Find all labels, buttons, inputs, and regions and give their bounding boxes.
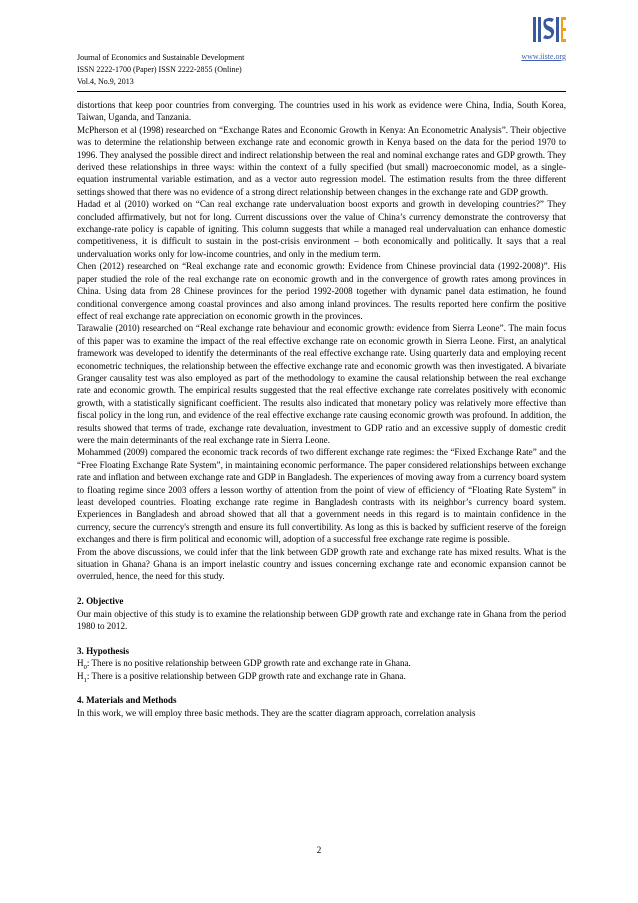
- methods-heading: 4. Materials and Methods: [77, 695, 177, 706]
- iiste-logo: [532, 15, 566, 44]
- journal-url-link[interactable]: www.iiste.org: [521, 52, 566, 61]
- paragraph: From the above discussions, we could infer that the link between GDP growth rate and exchange rate has mixed results. What is the situation in Ghana? Ghana is an import inelastic country and issues concerning exchange rate and economic expansion cannot be overruled, hence, the need for this study.: [77, 546, 566, 582]
- objective-text: Our main objective of this study is to examine the relationship between GDP growth rate and exchange rate in Ghana from the period 1980 to 2012.: [77, 608, 566, 632]
- objective-heading: 2. Objective: [77, 596, 124, 607]
- hypothesis-h0: $H_0$: There is no positive relationship between GDP growth rate and exchange rate in Ghana.: [77, 658, 411, 672]
- paragraph: distortions that keep poor countries from converging. The countries used in his work as evidence were China, India, South Korea, Taiwan, Uganda, and Tanzania.: [77, 100, 566, 123]
- paragraph: Chen (2012) researched on “Real exchange rate and economic growth: Evidence from Chinese provincial data (1992-2008)”. His paper studied the role of the real exchange rate on economic growth and in the convergence of growth rates among provinces in China. Using data from 28 Chinese provinces for the period 1992-2008 together with dynamic panel data estimation, he found conditional convergence among coastal provinces and also among inland provinces. The results reported here confirm the positive effect of real exchange rate appreciation on economic growth in the provinces.: [77, 261, 566, 321]
- page-number: 2: [316, 845, 322, 855]
- paragraph: McPherson et al (1998) researched on “Exchange Rates and Economic Growth in Kenya: An Econometric Analysis”. Their objective was to determine the relationship between exchange rate and economic growth in Kenya based on the data for the period 1970 to 1996. They analysed the possible direct and indirect relationship between the real and nominal exchange rates and GDP growth. They derived these relationships in three ways: within the context of a fully specified (but small) macroeconomic model, as a single-equation instrumental variable estimation, and as a vector auto regression model. The estimation results from the three different settings showed that there was no evidence of a strong direct relationship between changes in the exchange rate and GDP growth.: [77, 124, 566, 197]
- header-rule: [77, 91, 566, 92]
- page-body: [77, 99, 566, 719]
- volume-line: Vol.4, No.9, 2013: [77, 77, 134, 86]
- hypothesis-h1: $H_1$: There is a positive relationship between GDP growth rate and exchange rate in Ghana.: [77, 670, 406, 684]
- paragraph: Hadad et al (2010) worked on “Can real exchange rate undervaluation boost exports and growth in developing countries?” They concluded affirmatively, but not for long. Current discussions over the value of China’s currency demonstrate the controversy that exchange-rate policy is capable of igniting. This column suggests that while a managed real undervaluation can enhance domestic competitiveness, it is difficult to sustain in the post-crisis environment – both economically and politically. It says that a real undervaluation works only for low-income countries, and only in the medium term.: [77, 199, 566, 259]
- methods-text: In this work, we will employ three basic methods. They are the scatter diagram approach, correlation analysis: [77, 707, 476, 718]
- hypothesis-heading: 3. Hypothesis: [77, 645, 130, 656]
- issn-line: ISSN 2222-1700 (Paper) ISSN 2222-2855 (Online): [77, 65, 242, 74]
- paragraph: Mohammed (2009) compared the economic track records of two different exchange rate regimes: the “Fixed Exchange Rate” and the “Free Floating Exchange Rate System”, in maintaining economic performance. The paper considered relationships between exchange rate and inflation and between exchange rate and GDP in Bangladesh. The experiences of moving away from a currency board system to floating regime since 2003 offers a lesson worthy of attention from the point of view of efficiency of “Floating Rate System” in least developed countries. Floating exchange rate regime in Bangladesh contrasts with its neighbor’s currency board system. Experiences in Bangladesh and abroad showed that all that a government needs in this regard is to maintain confidence in the currency, secure the currency's strength and ensure its full convertibility. As long as this is backed by sufficient reserve of the foreign exchanges and there is firm political and economic will, adoption of a successful free exchange rate regime is possible.: [77, 447, 566, 545]
- paragraph: Tarawalie (2010) researched on “Real exchange rate behaviour and economic growth: evidence from Sierra Leone”. The main focus of this paper was to examine the impact of the real effective exchange rate on economic growth in Sierra Leone. First, an analytical framework was developed to identify the determinants of the real effective exchange rate. Using quarterly data and employing recent econometric techniques, the relationship between the effective exchange rate and economic growth was then investigated. A bivariate Granger causality test was also employed as part of the methodology to examine the causal relationship between the real exchange rate and economic growth. The empirical results suggested that the real effective exchange rate correlates positively with economic growth, with a statistically significant coefficient. The results also indicated that monetary policy was relatively more effective than fiscal policy in the long run, and evidence of the real effective exchange rate causing economic growth was profound. In addition, the results showed that terms of trade, exchange rate devaluation, investment to GDP ratio and an excessive supply of domestic credit were the main determinants of the real exchange rate in Sierra Leone.: [77, 323, 566, 445]
- journal-title: Journal of Economics and Sustainable Development: [77, 53, 245, 62]
